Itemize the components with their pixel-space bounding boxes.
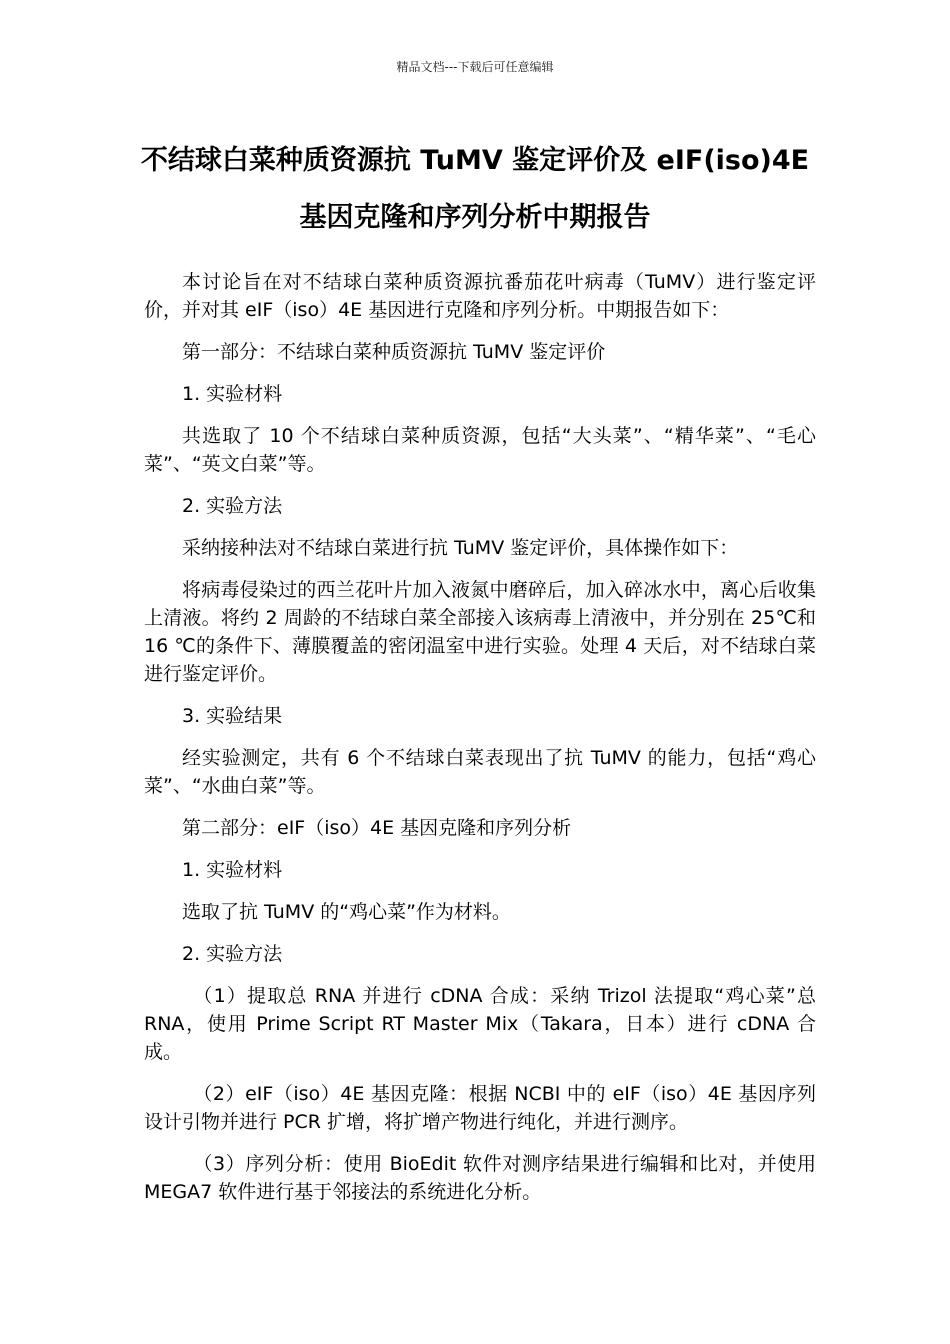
method-step-paragraph: （1）提取总 RNA 并进行 cDNA 合成：采纳 Trizol 法提取“鸡心菜”总 RNA，使用 Prime Script RT Master Mix（Takara，日本）进行 cDNA 合成。 [144, 985, 816, 1063]
method-intro-paragraph: 采纳接种法对不结球白菜进行抗 TuMV 鉴定评价，具体操作如下： [182, 537, 739, 559]
title-line-1: 不结球白菜种质资源抗 TuMV 鉴定评价及 eIF(iso)4E [140, 145, 810, 176]
part-one-heading: 第一部分：不结球白菜种质资源抗 TuMV 鉴定评价 [182, 341, 606, 363]
title-line-2: 基因克隆和序列分析中期报告 [299, 202, 651, 233]
method-step-paragraph: （3）序列分析：使用 BioEdit 软件对测序结果进行编辑和比对，并使用 MEGA7 软件进行基于邻接法的系统进化分析。 [144, 1153, 816, 1203]
intro-paragraph: 本讨论旨在对不结球白菜种质资源抗番茄花叶病毒（TuMV）进行鉴定评价，并对其 eIF（iso）4E 基因进行克隆和序列分析。中期报告如下： [144, 271, 816, 321]
section-heading: 3. 实验结果 [182, 705, 283, 727]
section-heading: 2. 实验方法 [182, 943, 283, 965]
part-two-heading: 第二部分：eIF（iso）4E 基因克隆和序列分析 [182, 817, 572, 839]
section-heading: 1. 实验材料 [182, 383, 283, 405]
document-body [144, 268, 816, 1220]
materials-paragraph: 选取了抗 TuMV 的“鸡心菜”作为材料。 [182, 901, 511, 923]
method-detail-paragraph: 将病毒侵染过的西兰花叶片加入液氮中磨碎后，加入碎冰水中，离心后收集上清液。将约 2 周龄的不结球白菜全部接入该病毒上清液中，并分别在 25℃和 16 ℃的条件下、薄膜覆盖的密闭温室中进行实验。处理 4 天后，对不结球白菜进行鉴定评价。 [144, 579, 816, 685]
page-header: 精品文档---下载后可任意编辑 [396, 60, 554, 74]
section-heading: 2. 实验方法 [182, 495, 283, 517]
section-heading: 1. 实验材料 [182, 859, 283, 881]
results-paragraph: 经实验测定，共有 6 个不结球白菜表现出了抗 TuMV 的能力，包括“鸡心菜”、“水曲白菜”等。 [144, 747, 816, 797]
document-title [120, 132, 830, 246]
materials-paragraph: 共选取了 10 个不结球白菜种质资源，包括“大头菜”、“精华菜”、“毛心菜”、“英文白菜”等。 [144, 425, 816, 475]
method-step-paragraph: （2）eIF（iso）4E 基因克隆：根据 NCBI 中的 eIF（iso）4E 基因序列设计引物并进行 PCR 扩增，将扩增产物进行纯化，并进行测序。 [144, 1083, 816, 1133]
